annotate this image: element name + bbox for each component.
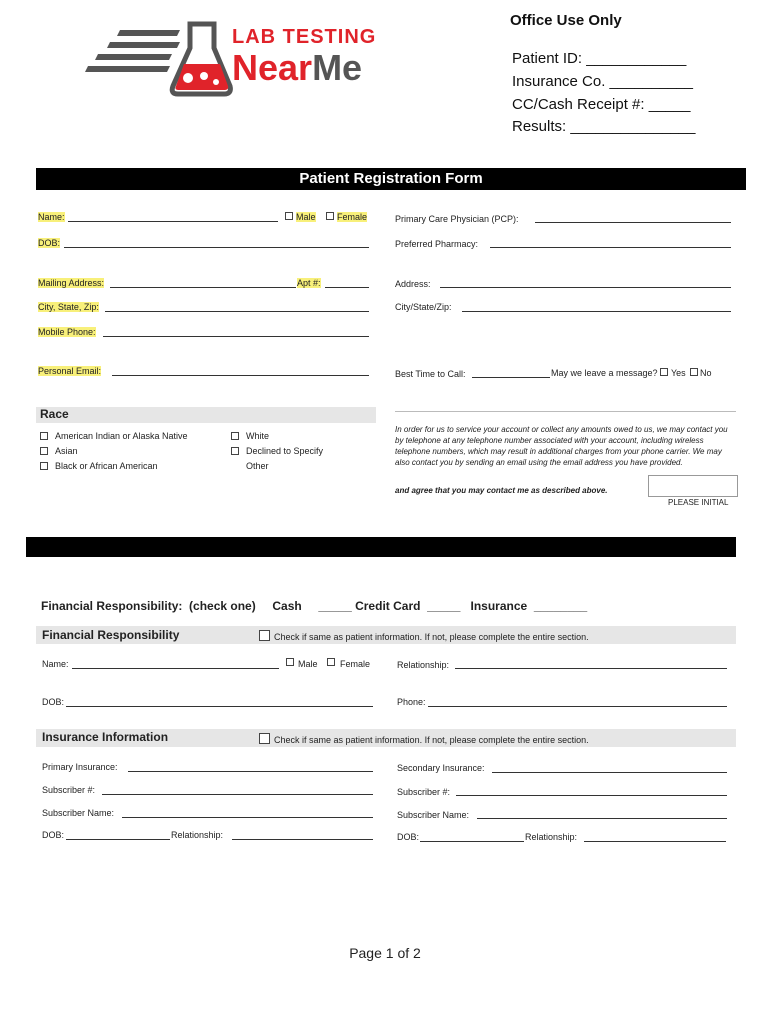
female-label: Female (337, 212, 368, 222)
divider (395, 411, 736, 412)
mailing-field[interactable] (110, 287, 296, 288)
city-label: City, State, Zip: (38, 302, 99, 312)
mobile-field[interactable] (103, 336, 369, 337)
form-title: Patient Registration Form (299, 170, 483, 187)
office-patient-id: Patient ID: ____________ (512, 50, 687, 67)
mobile-label: Mobile Phone: (38, 327, 96, 337)
fin-female-checkbox[interactable] (327, 658, 335, 666)
subscriber-name-field[interactable] (122, 817, 373, 818)
race-option-label: White (246, 431, 270, 441)
yes-checkbox[interactable] (660, 368, 668, 376)
primary-ins-label: Primary Insurance: (42, 762, 118, 772)
fin-relationship-field[interactable] (455, 668, 727, 669)
fin-phone-field[interactable] (428, 706, 727, 707)
ins-dob-field[interactable] (66, 839, 170, 840)
race-option-checkbox[interactable] (40, 447, 48, 455)
pcp-label: Primary Care Physician (PCP): (395, 214, 519, 224)
race-option-checkbox[interactable] (231, 432, 239, 440)
fin-relationship-label: Relationship: (397, 660, 450, 670)
logo-text-top: LAB TESTING (232, 26, 377, 48)
no-label: No (700, 368, 712, 378)
no-checkbox[interactable] (690, 368, 698, 376)
pharmacy-label: Preferred Pharmacy: (395, 239, 479, 249)
logo-near: Near (232, 47, 313, 88)
page-number: Page 1 of 2 (349, 945, 421, 961)
email-field[interactable] (112, 375, 369, 376)
fin-male-checkbox[interactable] (286, 658, 294, 666)
fin-dob-label: DOB: (42, 697, 65, 707)
ins-relationship-field[interactable] (232, 839, 373, 840)
insurance-title: Insurance Information (42, 730, 169, 744)
office-receipt: CC/Cash Receipt #: _____ (512, 96, 691, 113)
leave-msg-label: May we leave a message? (551, 368, 658, 378)
race-header (36, 407, 376, 423)
email-label: Personal Email: (38, 366, 102, 376)
office-results: Results: _______________ (512, 118, 696, 135)
fin-name-label: Name: (42, 659, 69, 669)
best-time-label: Best Time to Call: (395, 369, 466, 379)
section-divider-bar (26, 537, 736, 557)
race-option-label: Asian (55, 446, 78, 456)
logo (80, 18, 415, 98)
fin-female-label: Female (340, 659, 371, 669)
logo-me: Me (312, 47, 363, 88)
pharmacy-field[interactable] (490, 247, 731, 248)
initial-box[interactable] (648, 475, 738, 497)
fin-male-label: Male (298, 659, 318, 669)
ins-relationship2-field[interactable] (584, 841, 726, 842)
best-time-field[interactable] (472, 377, 550, 378)
primary-ins-field[interactable] (128, 771, 373, 772)
subscriber-no-label: Subscriber #: (42, 785, 96, 795)
subscriber-no2-label: Subscriber #: (397, 787, 451, 797)
name-field[interactable] (68, 221, 278, 222)
ins-dob-label: DOB: (42, 830, 65, 840)
financial-title: Financial Responsibility (42, 628, 180, 642)
ins-relationship-label: Relationship: (171, 830, 224, 840)
city-field[interactable] (105, 311, 369, 312)
dob-field[interactable] (64, 247, 369, 248)
race-option-label: American Indian or Alaska Native (55, 431, 188, 441)
male-label: Male (296, 212, 316, 222)
financial-line: Financial Responsibility: (check one) Cash _____ Credit Card _____ Insurance ________ (41, 599, 588, 613)
race-title: Race (40, 407, 69, 421)
office-title: Office Use Only (510, 12, 622, 29)
fin-dob-field[interactable] (66, 706, 373, 707)
subscriber-name2-field[interactable] (477, 818, 727, 819)
mailing-label: Mailing Address: (38, 278, 105, 288)
pcp-field[interactable] (535, 222, 731, 223)
yes-label: Yes (671, 368, 686, 378)
race-option-label: Declined to Specify (246, 446, 324, 456)
address-field[interactable] (440, 287, 731, 288)
male-checkbox[interactable] (285, 212, 293, 220)
subscriber-no2-field[interactable] (456, 795, 727, 796)
secondary-ins-label: Secondary Insurance: (397, 763, 485, 773)
consent-agree: and agree that you may contact me as described above. (395, 486, 608, 495)
fin-phone-label: Phone: (397, 697, 426, 707)
city2-field[interactable] (462, 311, 731, 312)
subscriber-no-field[interactable] (102, 794, 373, 795)
logo-text-near (232, 48, 362, 88)
name-label: Name: (38, 212, 65, 222)
subscriber-name2-label: Subscriber Name: (397, 810, 470, 820)
financial-same-checkbox[interactable] (259, 630, 270, 641)
dob-label: DOB: (38, 238, 61, 248)
ins-relationship2-label: Relationship: (525, 832, 578, 842)
race-other-label: Other (246, 461, 269, 471)
insurance-same-label: Check if same as patient information. If not, please complete the entire section. (274, 735, 589, 745)
fin-name-field[interactable] (72, 668, 279, 669)
form-title-bar (36, 168, 746, 190)
address-label: Address: (395, 279, 431, 289)
race-option-checkbox[interactable] (40, 432, 48, 440)
ins-dob2-field[interactable] (420, 841, 524, 842)
apt-field[interactable] (325, 287, 369, 288)
ins-dob2-label: DOB: (397, 832, 420, 842)
apt-label: Apt #: (297, 278, 321, 288)
city2-label: City/State/Zip: (395, 302, 452, 312)
secondary-ins-field[interactable] (492, 772, 727, 773)
consent-text: In order for us to service your account or collect any amounts owed to us, we may contact you by telephone at any telephone number associated with your account, including wireless telephone numbers, which may result in additional charges from your phone carrier. We may also contact you by sending an email using the email address you have provided. (395, 425, 728, 467)
female-checkbox[interactable] (326, 212, 334, 220)
insurance-same-checkbox[interactable] (259, 733, 270, 744)
office-insurance-co: Insurance Co. __________ (512, 73, 693, 90)
subscriber-name-label: Subscriber Name: (42, 808, 115, 818)
financial-same-label: Check if same as patient information. If not, please complete the entire section. (274, 632, 589, 642)
initial-label: PLEASE INITIAL (668, 498, 729, 507)
race-option-label: Black or African American (55, 461, 158, 471)
race-option-checkbox[interactable] (231, 447, 239, 455)
race-option-checkbox[interactable] (40, 462, 48, 470)
